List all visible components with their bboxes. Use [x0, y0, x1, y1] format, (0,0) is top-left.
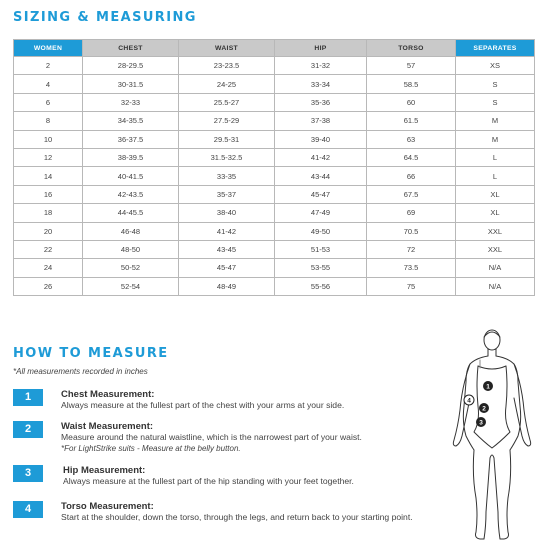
table-row — [14, 222, 535, 240]
cell-women: 24 — [14, 259, 83, 277]
table-row — [14, 204, 535, 222]
cell-women: 8 — [14, 112, 83, 130]
cell-waist: 48-49 — [179, 277, 275, 295]
cell-chest: 32-33 — [83, 93, 179, 111]
cell-torso: 67.5 — [367, 185, 456, 203]
header-women: WOMEN — [14, 40, 83, 57]
step-number-badge: 2 — [13, 421, 43, 438]
cell-torso: 70.5 — [367, 222, 456, 240]
header-torso: TORSO — [367, 40, 456, 57]
cell-hip: 35-36 — [275, 93, 367, 111]
step-number-badge: 1 — [13, 389, 43, 406]
table-row — [14, 277, 535, 295]
table-row — [14, 112, 535, 130]
cell-chest: 40-41.5 — [83, 167, 179, 185]
cell-chest: 46-48 — [83, 222, 179, 240]
cell-separates: S — [456, 93, 535, 111]
cell-separates: M — [456, 112, 535, 130]
step-title: Hip Measurement: — [63, 465, 146, 476]
cell-torso: 57 — [367, 57, 456, 75]
cell-women: 4 — [14, 75, 83, 93]
cell-waist: 43-45 — [179, 240, 275, 258]
cell-torso: 64.5 — [367, 148, 456, 166]
cell-hip: 41-42 — [275, 148, 367, 166]
cell-separates: S — [456, 75, 535, 93]
cell-waist: 33-35 — [179, 167, 275, 185]
step-description — [61, 400, 451, 411]
cell-waist: 25.5-27 — [179, 93, 275, 111]
cell-torso: 69 — [367, 204, 456, 222]
figure-label-waist: 2 — [482, 405, 486, 413]
cell-women: 14 — [14, 167, 83, 185]
cell-hip: 31-32 — [275, 57, 367, 75]
measurement-note: *All measurements recorded in inches — [13, 367, 148, 376]
step-title: Waist Measurement: — [61, 421, 154, 432]
cell-waist: 29.5-31 — [179, 130, 275, 148]
table-row — [14, 57, 535, 75]
cell-torso: 73.5 — [367, 259, 456, 277]
cell-waist: 41-42 — [179, 222, 275, 240]
cell-women: 12 — [14, 148, 83, 166]
table-row — [14, 130, 535, 148]
cell-waist: 23-23.5 — [179, 57, 275, 75]
cell-torso: 63 — [367, 130, 456, 148]
table-row — [14, 185, 535, 203]
figure-label-torso: 4 — [467, 397, 471, 405]
step-number-badge: 3 — [13, 465, 43, 482]
cell-chest: 36-37.5 — [83, 130, 179, 148]
cell-hip: 39-40 — [275, 130, 367, 148]
step-description-text: Measure around the natural waistline, which is the narrowest part of your waist. — [61, 432, 362, 442]
cell-waist: 31.5-32.5 — [179, 148, 275, 166]
cell-chest: 50-52 — [83, 259, 179, 277]
step-title: Chest Measurement: — [61, 389, 155, 400]
cell-torso: 58.5 — [367, 75, 456, 93]
step-footnote: *For LightStrike suits - Measure at the belly button. — [61, 443, 241, 453]
cell-chest: 52-54 — [83, 277, 179, 295]
cell-chest: 28-29.5 — [83, 57, 179, 75]
cell-chest: 30-31.5 — [83, 75, 179, 93]
cell-hip: 53-55 — [275, 259, 367, 277]
cell-women: 10 — [14, 130, 83, 148]
cell-women: 20 — [14, 222, 83, 240]
cell-hip: 55-56 — [275, 277, 367, 295]
cell-waist: 45-47 — [179, 259, 275, 277]
cell-women: 2 — [14, 57, 83, 75]
size-chart-table — [13, 39, 535, 296]
cell-separates: L — [456, 167, 535, 185]
table-row — [14, 240, 535, 258]
cell-waist: 35-37 — [179, 185, 275, 203]
cell-torso: 75 — [367, 277, 456, 295]
cell-waist: 38-40 — [179, 204, 275, 222]
cell-hip: 33-34 — [275, 75, 367, 93]
step-title: Torso Measurement: — [61, 501, 154, 512]
sizing-title: SIZING & MEASURING — [13, 10, 197, 25]
step-description — [63, 476, 453, 487]
step-description-text: Always measure at the fullest part of the hip standing with your feet together. — [63, 476, 354, 486]
header-waist: WAIST — [179, 40, 275, 57]
cell-separates: XXL — [456, 240, 535, 258]
cell-chest: 34-35.5 — [83, 112, 179, 130]
cell-separates: XL — [456, 185, 535, 203]
cell-torso: 66 — [367, 167, 456, 185]
cell-women: 16 — [14, 185, 83, 203]
header-separates: SEPARATES — [456, 40, 535, 57]
table-row — [14, 167, 535, 185]
how-to-measure-title: HOW TO MEASURE — [13, 346, 169, 361]
cell-separates: M — [456, 130, 535, 148]
cell-hip: 47-49 — [275, 204, 367, 222]
step-number-badge: 4 — [13, 501, 43, 518]
cell-women: 6 — [14, 93, 83, 111]
cell-chest: 48-50 — [83, 240, 179, 258]
table-row — [14, 148, 535, 166]
cell-separates: N/A — [456, 277, 535, 295]
cell-waist: 27.5-29 — [179, 112, 275, 130]
step-description — [61, 432, 451, 454]
cell-women: 26 — [14, 277, 83, 295]
figure-label-chest: 1 — [486, 383, 490, 391]
cell-torso: 60 — [367, 93, 456, 111]
cell-separates: N/A — [456, 259, 535, 277]
cell-separates: L — [456, 148, 535, 166]
cell-separates: XXL — [456, 222, 535, 240]
step-description — [61, 512, 451, 523]
header-hip: HIP — [275, 40, 367, 57]
cell-hip: 51-53 — [275, 240, 367, 258]
cell-separates: XS — [456, 57, 535, 75]
step-description-text: Always measure at the fullest part of the chest with your arms at your side. — [61, 400, 345, 410]
figure-label-hip: 3 — [479, 419, 483, 427]
cell-women: 18 — [14, 204, 83, 222]
cell-chest: 42-43.5 — [83, 185, 179, 203]
cell-chest: 44-45.5 — [83, 204, 179, 222]
table-row — [14, 259, 535, 277]
cell-hip: 49-50 — [275, 222, 367, 240]
header-chest: CHEST — [83, 40, 179, 57]
body-measurement-figure — [440, 326, 544, 546]
cell-torso: 61.5 — [367, 112, 456, 130]
table-row — [14, 75, 535, 93]
step-description-text: Start at the shoulder, down the torso, through the legs, and return back to your starting point. — [61, 512, 413, 522]
cell-women: 22 — [14, 240, 83, 258]
table-row — [14, 93, 535, 111]
cell-waist: 24-25 — [179, 75, 275, 93]
cell-hip: 43-44 — [275, 167, 367, 185]
table-header-row — [14, 40, 535, 57]
cell-torso: 72 — [367, 240, 456, 258]
cell-hip: 37-38 — [275, 112, 367, 130]
cell-hip: 45-47 — [275, 185, 367, 203]
cell-separates: XL — [456, 204, 535, 222]
cell-chest: 38-39.5 — [83, 148, 179, 166]
